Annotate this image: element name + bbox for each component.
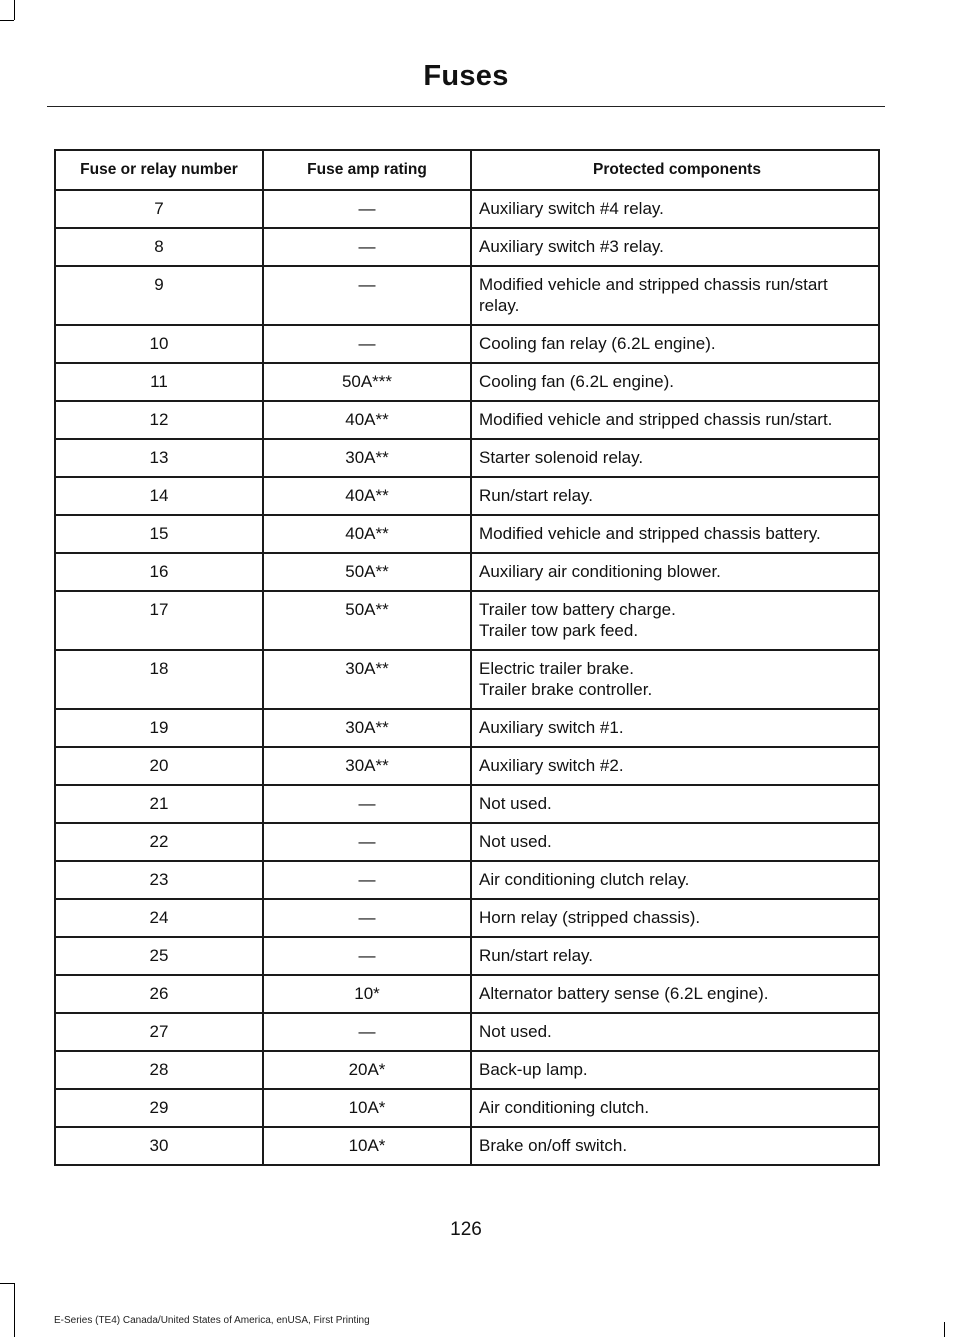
fuse-number-cell: 27 (55, 1013, 263, 1051)
header-protected-components: Protected components (471, 150, 879, 190)
fuse-number-cell: 22 (55, 823, 263, 861)
table-row (55, 975, 879, 1013)
protected-components-cell (471, 190, 879, 228)
table-row (55, 785, 879, 823)
crop-mark-bottom-left-horizontal (0, 1283, 14, 1284)
protected-components-cell (471, 591, 879, 650)
component-line: Not used. (479, 832, 552, 851)
amp-rating-cell: — (263, 266, 471, 325)
amp-rating-cell: — (263, 823, 471, 861)
protected-components-cell (471, 1051, 879, 1089)
crop-mark-top-left-vertical (14, 0, 15, 20)
table-row (55, 650, 879, 709)
header-fuse-number: Fuse or relay number (55, 150, 263, 190)
crop-mark-bottom-right-vertical (944, 1322, 945, 1337)
amp-rating-cell: — (263, 1013, 471, 1051)
fuse-number-cell: 29 (55, 1089, 263, 1127)
protected-components-cell (471, 899, 879, 937)
protected-components-cell (471, 747, 879, 785)
component-line: Trailer brake controller. (479, 680, 653, 699)
table-row (55, 266, 879, 325)
protected-components-cell (471, 1127, 879, 1165)
fuse-number-cell: 7 (55, 190, 263, 228)
table-row (55, 228, 879, 266)
component-line: Modified vehicle and stripped chassis run/start relay. (479, 275, 828, 315)
component-line: Cooling fan relay (6.2L engine). (479, 334, 716, 353)
fuse-number-cell: 23 (55, 861, 263, 899)
fuse-number-cell: 21 (55, 785, 263, 823)
amp-rating-cell: 10A* (263, 1127, 471, 1165)
table-row (55, 401, 879, 439)
page-number: 126 (450, 1219, 482, 1240)
fuse-number-cell: 17 (55, 591, 263, 650)
component-line: Starter solenoid relay. (479, 448, 644, 467)
amp-rating-cell: 30A** (263, 747, 471, 785)
component-line: Auxiliary switch #4 relay. (479, 199, 664, 218)
fuse-number-cell: 25 (55, 937, 263, 975)
component-line: Modified vehicle and stripped chassis run/start. (479, 410, 833, 429)
component-line: Auxiliary air conditioning blower. (479, 562, 721, 581)
table-row (55, 553, 879, 591)
protected-components-cell (471, 477, 879, 515)
component-line: Run/start relay. (479, 486, 594, 505)
table-row (55, 823, 879, 861)
amp-rating-cell: — (263, 228, 471, 266)
fuse-number-cell: 28 (55, 1051, 263, 1089)
component-line: Cooling fan (6.2L engine). (479, 372, 675, 391)
amp-rating-cell: 50A*** (263, 363, 471, 401)
component-line: Back-up lamp. (479, 1060, 588, 1079)
protected-components-cell (471, 975, 879, 1013)
amp-rating-cell: 50A** (263, 591, 471, 650)
component-line: Trailer tow battery charge. (479, 600, 676, 619)
table-header-row (55, 150, 879, 190)
table-row (55, 363, 879, 401)
amp-rating-cell: 40A** (263, 515, 471, 553)
table-row (55, 1013, 879, 1051)
fuse-number-cell: 14 (55, 477, 263, 515)
amp-rating-cell: 40A** (263, 401, 471, 439)
protected-components-cell (471, 266, 879, 325)
fuse-number-cell: 20 (55, 747, 263, 785)
header-amp-rating: Fuse amp rating (263, 150, 471, 190)
component-line: Air conditioning clutch relay. (479, 870, 690, 889)
fuse-table (54, 149, 880, 1166)
protected-components-cell (471, 228, 879, 266)
protected-components-cell (471, 515, 879, 553)
component-line: Auxiliary switch #3 relay. (479, 237, 664, 256)
protected-components-cell (471, 650, 879, 709)
fuse-number-cell: 26 (55, 975, 263, 1013)
fuse-number-cell: 11 (55, 363, 263, 401)
protected-components-cell (471, 363, 879, 401)
protected-components-cell (471, 553, 879, 591)
amp-rating-cell: — (263, 785, 471, 823)
title-divider (47, 106, 885, 107)
fuse-number-cell: 9 (55, 266, 263, 325)
fuse-number-cell: 24 (55, 899, 263, 937)
protected-components-cell (471, 401, 879, 439)
amp-rating-cell: 50A** (263, 553, 471, 591)
amp-rating-cell: 30A** (263, 650, 471, 709)
protected-components-cell (471, 1089, 879, 1127)
amp-rating-cell: — (263, 325, 471, 363)
amp-rating-cell: — (263, 937, 471, 975)
crop-mark-top-left-horizontal (0, 20, 14, 21)
component-line: Horn relay (stripped chassis). (479, 908, 701, 927)
component-line: Brake on/off switch. (479, 1136, 628, 1155)
component-line: Modified vehicle and stripped chassis battery. (479, 524, 821, 543)
protected-components-cell (471, 823, 879, 861)
fuse-number-cell: 15 (55, 515, 263, 553)
protected-components-cell (471, 709, 879, 747)
component-line: Not used. (479, 1022, 552, 1041)
fuse-number-cell: 30 (55, 1127, 263, 1165)
protected-components-cell (471, 937, 879, 975)
fuse-number-cell: 12 (55, 401, 263, 439)
crop-mark-bottom-left-vertical (14, 1283, 15, 1337)
table-row (55, 591, 879, 650)
component-line: Not used. (479, 794, 552, 813)
fuse-number-cell: 16 (55, 553, 263, 591)
component-line: Electric trailer brake. (479, 659, 634, 678)
fuse-number-cell: 8 (55, 228, 263, 266)
amp-rating-cell: 30A** (263, 709, 471, 747)
amp-rating-cell: 10* (263, 975, 471, 1013)
fuse-number-cell: 18 (55, 650, 263, 709)
table-row (55, 477, 879, 515)
table-row (55, 899, 879, 937)
table-row (55, 1089, 879, 1127)
table-row (55, 709, 879, 747)
amp-rating-cell: 20A* (263, 1051, 471, 1089)
fuse-number-cell: 19 (55, 709, 263, 747)
protected-components-cell (471, 439, 879, 477)
fuse-number-cell: 10 (55, 325, 263, 363)
page-title: Fuses (423, 60, 509, 92)
component-line: Auxiliary switch #1. (479, 718, 624, 737)
component-line: Run/start relay. (479, 946, 594, 965)
table-row (55, 325, 879, 363)
protected-components-cell (471, 1013, 879, 1051)
protected-components-cell (471, 785, 879, 823)
table-row (55, 1127, 879, 1165)
component-line: Auxiliary switch #2. (479, 756, 624, 775)
amp-rating-cell: 30A** (263, 439, 471, 477)
table-row (55, 937, 879, 975)
amp-rating-cell: — (263, 190, 471, 228)
protected-components-cell (471, 325, 879, 363)
table-body (55, 190, 879, 1165)
component-line: Alternator battery sense (6.2L engine). (479, 984, 769, 1003)
fuse-number-cell: 13 (55, 439, 263, 477)
protected-components-cell (471, 861, 879, 899)
footer-text: E-Series (TE4) Canada/United States of America, enUSA, First Printing (54, 1315, 370, 1326)
table-row (55, 515, 879, 553)
table-row (55, 190, 879, 228)
amp-rating-cell: — (263, 861, 471, 899)
component-line: Trailer tow park feed. (479, 621, 639, 640)
table-row (55, 1051, 879, 1089)
component-line: Air conditioning clutch. (479, 1098, 650, 1117)
amp-rating-cell: 10A* (263, 1089, 471, 1127)
table-row (55, 439, 879, 477)
amp-rating-cell: 40A** (263, 477, 471, 515)
table-row (55, 747, 879, 785)
table-row (55, 861, 879, 899)
amp-rating-cell: — (263, 899, 471, 937)
